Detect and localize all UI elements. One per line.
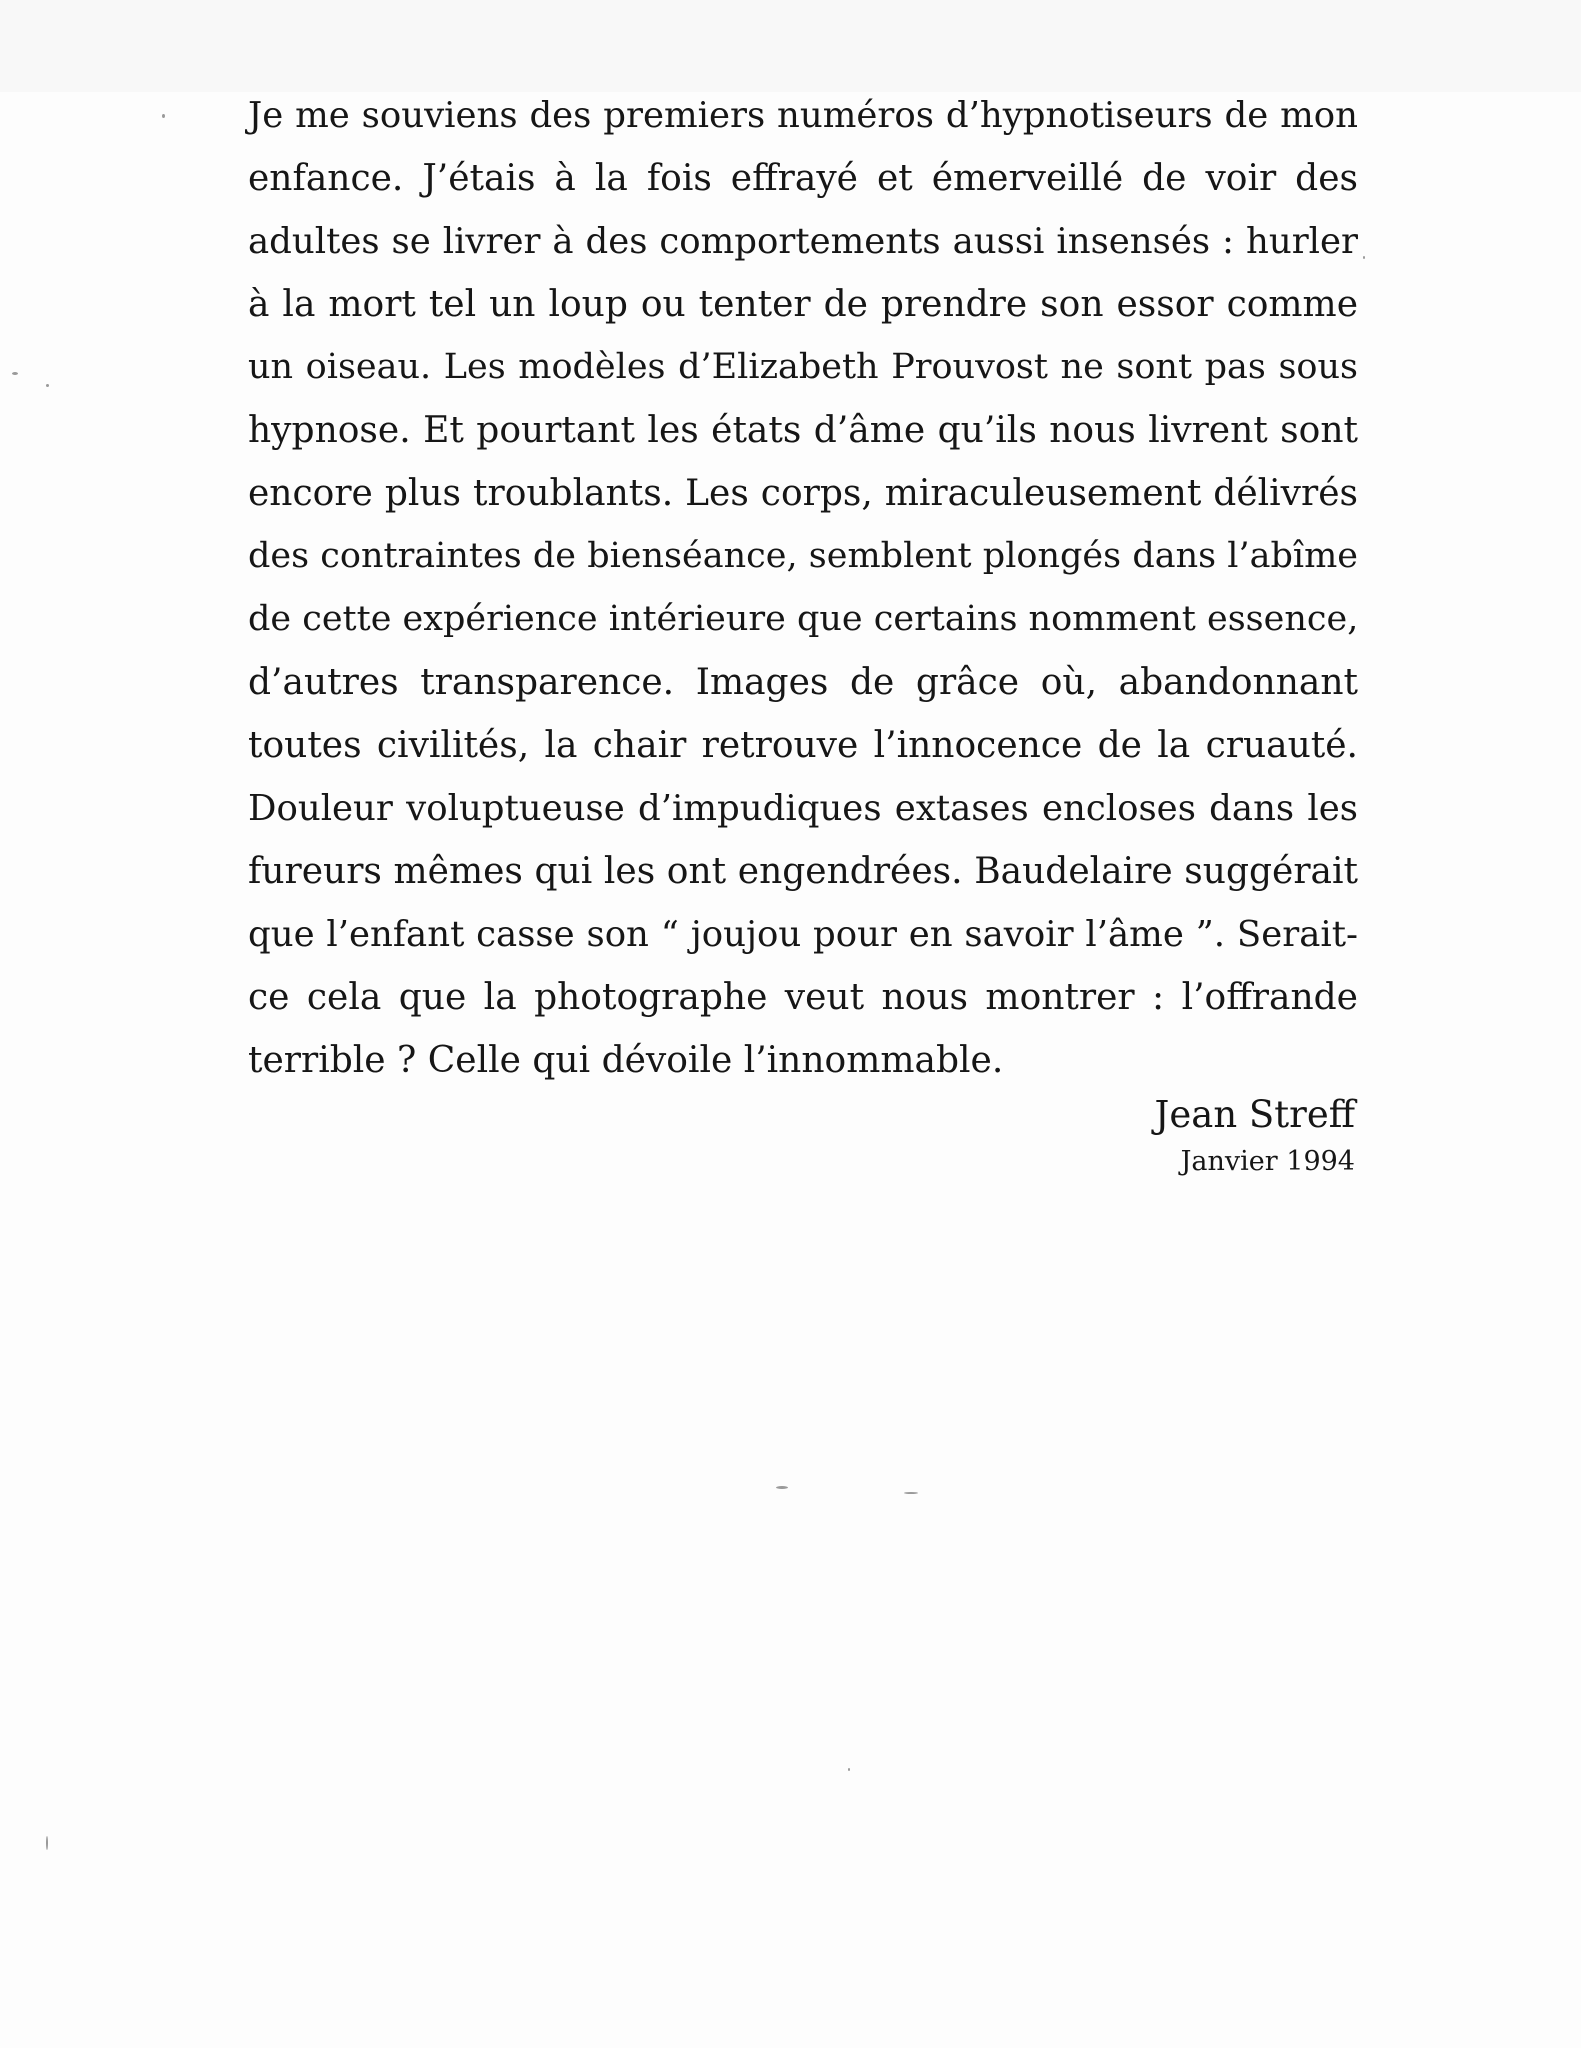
- paragraph-line: hypnose. Et pourtant les états d’âme qu’ils nous livrent sont: [248, 410, 1358, 451]
- paragraph-line: toutes civilités, la chair retrouve l’innocence de la cruauté.: [248, 725, 1358, 766]
- paragraph-line: des contraintes de bienséance, semblent plongés dans l’abîme: [248, 536, 1358, 576]
- paragraph-line: de cette expérience intérieure que certains nomment essence,: [248, 599, 1359, 639]
- paragraph-line: fureurs mêmes qui les ont engendrées. Baudelaire suggérait: [248, 851, 1358, 892]
- paragraph-line: ce cela que la photographe veut nous montrer : l’offrande: [248, 977, 1358, 1018]
- signature-date: Janvier 1994: [1180, 1146, 1355, 1177]
- dust-speck: [848, 1768, 850, 1771]
- dust-speck: [904, 1492, 918, 1494]
- dust-speck: [12, 372, 18, 375]
- paragraph-line: à la mort tel un loup ou tenter de prendre son essor comme: [248, 284, 1358, 325]
- paragraph-line: enfance. J’étais à la fois effrayé et émerveillé de voir des: [248, 158, 1358, 199]
- paragraph-line: adultes se livrer à des comportements aussi insensés : hurler: [248, 221, 1358, 262]
- paragraph-line: que l’enfant casse son “ joujou pour en savoir l’âme ”. Serait-: [248, 914, 1358, 955]
- paragraph-line: d’autres transparence. Images de grâce où, abandonnant: [248, 662, 1358, 703]
- dust-speck: [776, 1486, 788, 1489]
- paragraph-line: Douleur voluptueuse d’impudiques extases encloses dans les: [248, 788, 1358, 829]
- dust-speck: [1363, 256, 1365, 259]
- paragraph-line: un oiseau. Les modèles d’Elizabeth Prouvost ne sont pas sous: [248, 347, 1358, 387]
- dust-speck: [46, 1836, 48, 1850]
- page-top-band: [0, 0, 1581, 92]
- dust-speck: [162, 114, 165, 118]
- essay-paragraph: [248, 84, 1358, 1092]
- dust-speck: [46, 384, 49, 387]
- paragraph-line: encore plus troublants. Les corps, miraculeusement délivrés: [248, 473, 1358, 514]
- paragraph-line-last: terrible ? Celle qui dévoile l’innommable.: [248, 1040, 1004, 1081]
- signature-block: [1155, 1088, 1355, 1182]
- paragraph-line: Je me souviens des premiers numéros d’hypnotiseurs de mon: [248, 95, 1358, 136]
- author-name: Jean Streff: [1154, 1093, 1355, 1136]
